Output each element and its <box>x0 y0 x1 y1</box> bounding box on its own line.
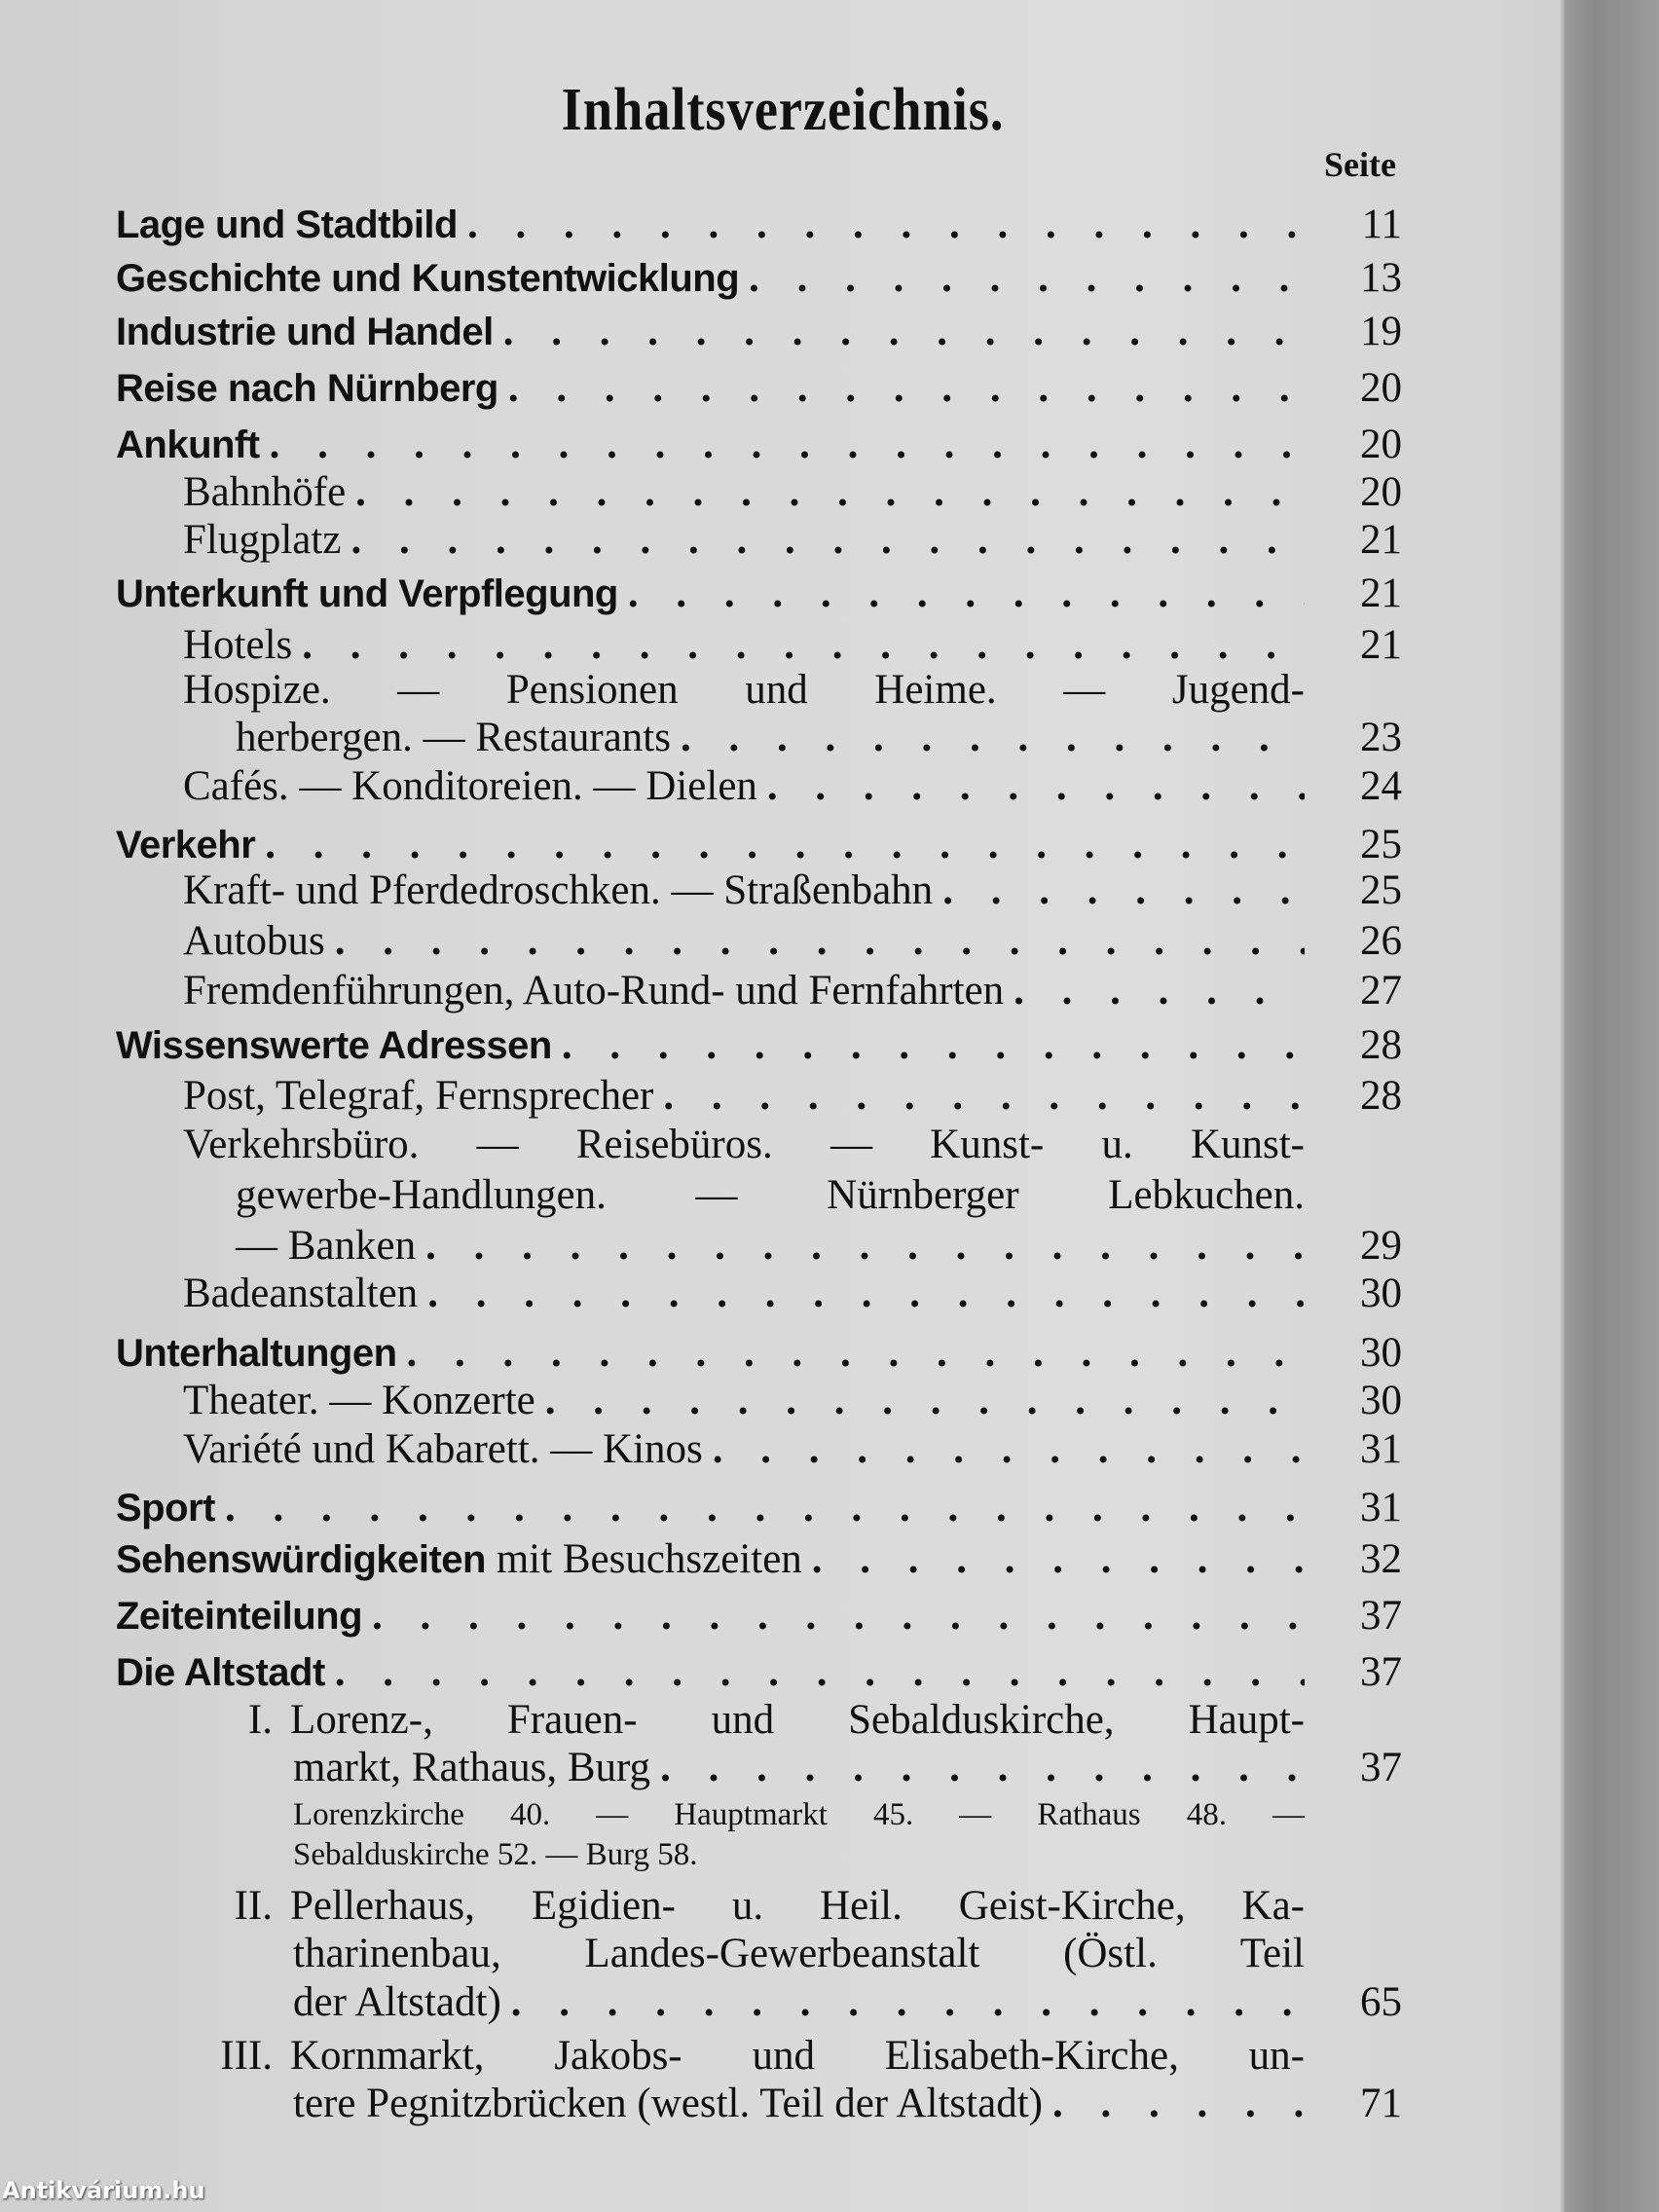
page-number: 25 <box>1360 822 1402 867</box>
page-number: 71 <box>1360 2081 1402 2126</box>
toc-entry <box>0 621 1402 672</box>
entry-title <box>183 1377 535 1424</box>
page-column-header: Seite <box>1324 145 1396 184</box>
dot-leader <box>260 421 1305 468</box>
entry-title <box>116 421 260 468</box>
page-number: 20 <box>1360 365 1402 411</box>
toc-entry <box>0 967 1402 1017</box>
entry-title-text: Kraft- und Pferdedroschken. — Straßenbahn <box>183 867 934 913</box>
toc-entry <box>0 821 1402 871</box>
entry-title-text: Badeanstalten <box>183 1271 419 1316</box>
entry-title <box>116 364 498 412</box>
toc-entry <box>0 1484 1402 1534</box>
page-number: 37 <box>1360 1593 1402 1639</box>
entry-title-bold: Ankunft <box>116 424 260 466</box>
toc-entry <box>0 1930 1402 1980</box>
page-number: 30 <box>1360 1271 1402 1316</box>
entry-title <box>236 1171 1305 1219</box>
dot-leader <box>341 516 1305 564</box>
entry-title-text: Variété und Kabarett. — Kinos <box>183 1426 703 1472</box>
entry-title <box>116 1535 802 1583</box>
dot-leader <box>552 1021 1305 1069</box>
dot-leader <box>1004 967 1305 1014</box>
page-number: 37 <box>1360 1649 1402 1695</box>
page-number: 25 <box>1360 867 1402 913</box>
page-number: 26 <box>1360 918 1402 964</box>
entry-title-text: Verkehrsbüro. — Reisebüros. — Kunst- u. Kunst- <box>183 1122 1305 1167</box>
entry-title <box>183 762 757 810</box>
dot-leader <box>292 621 1305 669</box>
entry-title-text: Theater. — Konzerte <box>183 1378 535 1423</box>
toc-entry <box>0 1696 1402 1747</box>
entry-title-bold: Geschichte und Kunstentwicklung <box>116 257 740 300</box>
entry-title-bold: Wissenswerte Adressen <box>116 1024 552 1067</box>
entry-title <box>183 621 292 669</box>
entry-title-text: der Altstadt) <box>293 1979 501 2025</box>
entry-title-text: tere Pegnitzbrücken (westl. Teil der Altstadt) <box>293 2081 1043 2126</box>
entry-title-text: Lorenzkirche 40. — Hauptmarkt 45. — Rathaus 48. — <box>293 1797 1305 1832</box>
page-number: 23 <box>1360 715 1402 760</box>
toc-entry <box>0 866 1402 917</box>
dot-leader <box>458 201 1305 248</box>
page-number: 30 <box>1360 1378 1402 1423</box>
entry-title <box>293 1978 501 2026</box>
page-number: 28 <box>1360 1022 1402 1068</box>
dot-leader <box>653 1072 1305 1120</box>
page-number: 20 <box>1360 469 1402 515</box>
toc-entry <box>0 762 1402 813</box>
toc-entry <box>0 1270 1402 1320</box>
page-number: 19 <box>1360 309 1402 354</box>
entry-title <box>293 1930 1305 1977</box>
entry-title <box>116 254 739 302</box>
entry-title <box>183 1425 703 1473</box>
toc-entry <box>0 1121 1402 1171</box>
dot-leader <box>362 1592 1305 1640</box>
dot-leader <box>498 364 1305 412</box>
toc-entry <box>0 516 1402 567</box>
entry-title-text: Sebalduskirche 52. — Burg 58. <box>293 1837 698 1872</box>
entry-title-bold: Unterkunft und Verpflegung <box>116 572 618 615</box>
entry-title <box>116 308 494 355</box>
page-title: Inhaltsverzeichnis. <box>561 77 1005 143</box>
entry-title <box>183 917 325 965</box>
entry-title-text: Bahnhöfe <box>183 469 347 515</box>
entry-title-text: Cafés. — Konditoreien. — Dielen <box>183 763 757 809</box>
section-numeral: III. <box>220 2033 273 2079</box>
dot-leader <box>418 1270 1305 1317</box>
page-number: 11 <box>1361 202 1402 247</box>
section-numeral: I. <box>247 1697 273 1743</box>
toc-entry <box>0 2032 1402 2083</box>
entry-title-text: Hotels <box>183 622 293 668</box>
toc-entry <box>0 1592 1402 1642</box>
entry-title <box>183 1270 418 1317</box>
dot-leader <box>397 1329 1305 1377</box>
dot-leader <box>346 468 1305 516</box>
entry-title-text: gewerbe-Handlungen. — Nürnberger Lebkuchen. <box>236 1172 1305 1218</box>
entry-title <box>116 1592 362 1640</box>
page-number: 31 <box>1360 1426 1402 1472</box>
page-number: 37 <box>1360 1745 1402 1790</box>
entry-title <box>293 1744 650 1791</box>
entry-title-text: Post, Telegraf, Fernsprecher <box>183 1073 654 1119</box>
entry-title-text: Lorenz-, Frauen- und Sebalduskirche, Haupt- <box>290 1697 1305 1743</box>
entry-title <box>183 1121 1305 1168</box>
page-number: 21 <box>1360 622 1402 668</box>
dot-leader <box>650 1744 1305 1791</box>
entry-title-text: Flugplatz <box>183 517 342 563</box>
entry-title <box>290 1696 1305 1744</box>
page-number: 24 <box>1360 763 1402 809</box>
dot-leader <box>757 762 1305 810</box>
entry-title <box>183 967 1004 1014</box>
dot-leader <box>325 917 1305 965</box>
entry-title-bold: Verkehr <box>116 824 256 866</box>
entry-title-bold: Reise nach Nürnberg <box>116 367 498 410</box>
toc-entry <box>0 364 1402 415</box>
toc-entry <box>0 1377 1402 1427</box>
dot-leader <box>618 570 1305 617</box>
dot-leader <box>501 1978 1305 2026</box>
entry-title <box>290 2032 1305 2080</box>
toc-entry <box>0 2080 1402 2130</box>
entry-title <box>116 821 255 868</box>
dot-leader <box>671 714 1305 761</box>
toc-entry <box>0 1425 1402 1476</box>
entry-title-bold: Industrie und Handel <box>116 311 494 353</box>
entry-title <box>183 516 341 564</box>
entry-title <box>183 1072 653 1120</box>
entry-title-bold: Lage und Stadtbild <box>116 203 458 246</box>
entry-title <box>116 1329 397 1377</box>
entry-title <box>236 714 671 761</box>
toc-entry <box>0 1329 1402 1380</box>
entry-title-text: Autobus <box>183 918 325 964</box>
entry-title-text: Kornmarkt, Jakobs- und Elisabeth-Kirche, un- <box>290 2033 1305 2079</box>
page-number: 21 <box>1360 517 1402 563</box>
page-number: 31 <box>1360 1485 1402 1530</box>
dot-leader <box>416 1222 1305 1270</box>
toc-entry <box>0 666 1402 717</box>
toc-entry <box>0 1882 1402 1933</box>
dot-leader <box>255 821 1305 868</box>
toc-entry <box>0 254 1402 305</box>
toc-entry <box>0 1072 1402 1123</box>
entry-title-text: Hospize. — Pensionen und Heime. — Jugend- <box>183 667 1305 713</box>
page-number: 29 <box>1360 1223 1402 1269</box>
toc-entry <box>0 1021 1402 1072</box>
dot-leader <box>802 1535 1305 1583</box>
entry-title <box>116 201 458 248</box>
toc-entry <box>0 917 1402 968</box>
entry-title <box>293 1797 1305 1833</box>
page-number: 30 <box>1360 1330 1402 1376</box>
page-number: 13 <box>1360 255 1402 301</box>
entry-title-text: mit Besuchszeiten <box>485 1536 802 1582</box>
entry-title-bold: Zeiteinteilung <box>116 1595 362 1638</box>
entry-title <box>116 1648 325 1696</box>
toc-entry <box>0 1648 1402 1699</box>
page-number: 21 <box>1360 571 1402 616</box>
page-number: 32 <box>1360 1536 1402 1582</box>
dot-leader <box>215 1484 1305 1531</box>
toc-entry <box>0 201 1402 251</box>
toc-entry <box>0 1535 1402 1586</box>
entry-title <box>116 1484 215 1531</box>
entry-title-text: markt, Rathaus, Burg <box>293 1745 651 1790</box>
entry-title-text: Pellerhaus, Egidien- u. Heil. Geist-Kirche, Ka- <box>290 1883 1305 1929</box>
entry-title <box>116 1021 552 1069</box>
entry-title-text: herbergen. — Restaurants <box>236 715 671 760</box>
dot-leader <box>703 1425 1305 1473</box>
page-number: 20 <box>1360 422 1402 467</box>
toc-entry <box>0 570 1402 620</box>
entry-title-bold: Unterhaltungen <box>116 1332 397 1375</box>
entry-title <box>116 570 618 617</box>
dot-leader <box>933 866 1305 914</box>
page-number: 28 <box>1360 1073 1402 1119</box>
entry-title <box>183 866 933 914</box>
entry-title-text: Fremdenführungen, Auto-Rund- und Fernfahrten <box>183 968 1005 1014</box>
dot-leader <box>325 1648 1305 1696</box>
entry-title-bold: Sport <box>116 1487 215 1530</box>
entry-title-text: — Banken <box>236 1223 417 1269</box>
toc-entry <box>0 714 1402 764</box>
entry-title-bold: Sehenswürdigkeiten <box>116 1538 486 1581</box>
toc-entry <box>0 1744 1402 1794</box>
page-number: 65 <box>1360 1979 1402 2025</box>
dot-leader <box>1043 2080 1305 2127</box>
toc-entry <box>0 1171 1402 1222</box>
toc-entry <box>0 421 1402 471</box>
toc-entry <box>0 1222 1402 1272</box>
dot-leader <box>494 308 1305 355</box>
entry-title <box>290 1882 1305 1930</box>
entry-title <box>293 1837 698 1873</box>
toc-entry <box>0 1837 1402 1888</box>
section-numeral: II. <box>234 1883 273 1929</box>
toc-entry <box>0 1978 1402 2029</box>
entry-title <box>183 468 346 516</box>
entry-title <box>183 666 1305 714</box>
page-number: 27 <box>1360 968 1402 1014</box>
dot-leader <box>739 254 1305 302</box>
toc-entry <box>0 468 1402 519</box>
entry-title-bold: Die Altstadt <box>116 1651 325 1694</box>
dot-leader <box>535 1377 1305 1424</box>
entry-title <box>236 1222 416 1270</box>
entry-title <box>293 2080 1043 2127</box>
watermark: Antikvárium.hu <box>2 2177 205 2204</box>
toc-entry <box>0 308 1402 358</box>
entry-title-text: tharinenbau, Landes-Gewerbeanstalt (Östl. Teil <box>293 1931 1305 1976</box>
